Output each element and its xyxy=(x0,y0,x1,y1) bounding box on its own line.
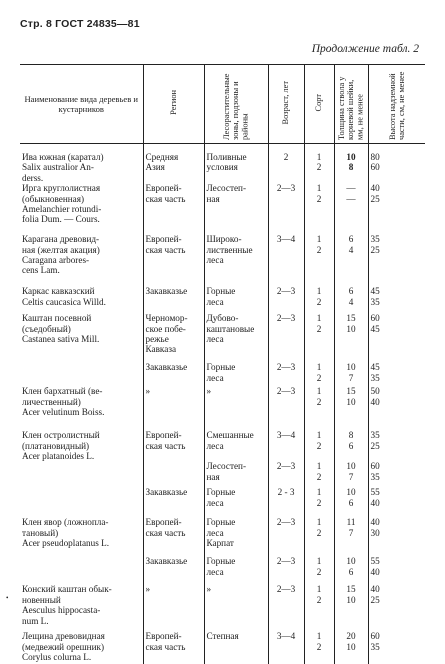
cell-age: 2—3 xyxy=(268,362,304,386)
cell-height: 45 35 xyxy=(368,286,425,313)
cell-sort: 1 2 xyxy=(304,517,334,556)
cell-height: 80 60 xyxy=(368,144,425,184)
cell-age: 2 xyxy=(268,144,304,184)
cell-thickness: 15 10 xyxy=(334,313,368,362)
cell-region: Закавказье xyxy=(143,487,204,517)
table-row xyxy=(20,183,425,234)
cell-zone: » xyxy=(204,584,268,631)
cell-name: Клен явор (ложнопла- тановый) Acer pseudoplatanus L. xyxy=(20,517,143,556)
cell-sort: 1 2 xyxy=(304,234,334,286)
cell-age: 2—3 xyxy=(268,584,304,631)
cell-age: 2 - 3 xyxy=(268,487,304,517)
cell-thickness: 10 7 xyxy=(334,362,368,386)
cell-region: » xyxy=(143,386,204,430)
cell-thickness: 6 4 xyxy=(334,234,368,286)
cell-height: 55 40 xyxy=(368,556,425,584)
cell-sort: 1 2 xyxy=(304,386,334,430)
cell-sort: 1 2 xyxy=(304,461,334,487)
page-header: Стр. 8 ГОСТ 24835—81 xyxy=(20,18,140,30)
cell-age: 3—4 xyxy=(268,234,304,286)
cell-thickness: 15 10 xyxy=(334,584,368,631)
cell-thickness: 10 7 xyxy=(334,461,368,487)
column-header-thickness xyxy=(334,65,368,144)
cell-region: Закавказье xyxy=(143,556,204,584)
cell-age: 2—3 xyxy=(268,386,304,430)
cell-sort: 1 2 xyxy=(304,487,334,517)
column-header-height xyxy=(368,65,425,144)
cell-height: 40 25 xyxy=(368,584,425,631)
cell-height: 40 30 xyxy=(368,517,425,556)
table-row xyxy=(20,144,425,184)
cell-zone: Горные леса xyxy=(204,556,268,584)
cell-height: 40 25 xyxy=(368,183,425,234)
table-row xyxy=(20,461,425,487)
cell-zone: Лесостеп- ная xyxy=(204,183,268,234)
table-header-row xyxy=(20,65,425,144)
cell-region: Европей- ская часть xyxy=(143,430,204,461)
table-row xyxy=(20,286,425,313)
column-header-region-text: Регион xyxy=(169,90,178,115)
table-row xyxy=(20,584,425,631)
column-header-name: Наименование вида деревьев и кустарников xyxy=(20,65,143,144)
cell-height: 50 40 xyxy=(368,386,425,430)
cell-region xyxy=(143,461,204,487)
cell-zone: Поливные условия xyxy=(204,144,268,184)
cell-zone: Смешанные леса xyxy=(204,430,268,461)
table-row xyxy=(20,234,425,286)
cell-region: Европей- ская часть xyxy=(143,234,204,286)
table-row xyxy=(20,313,425,362)
cell-sort: 1 2 xyxy=(304,286,334,313)
cell-zone: Горные леса Карпат xyxy=(204,517,268,556)
cell-height: 35 25 xyxy=(368,234,425,286)
cell-thickness: 6 4 xyxy=(334,286,368,313)
species-table xyxy=(20,64,425,664)
cell-name: Клен бархатный (ве- личественный) Acer velutinum Boiss. xyxy=(20,386,143,430)
cell-sort: 1 2 xyxy=(304,556,334,584)
cell-name xyxy=(20,461,143,487)
cell-region: Европей- ская часть xyxy=(143,517,204,556)
column-header-sort xyxy=(304,65,334,144)
cell-height: 60 35 xyxy=(368,631,425,664)
cell-region: Средняя Азия xyxy=(143,144,204,184)
column-header-age xyxy=(268,65,304,144)
cell-age: 2—3 xyxy=(268,313,304,362)
cell-height: 35 25 xyxy=(368,430,425,461)
cell-thickness: 11 7 xyxy=(334,517,368,556)
column-header-region xyxy=(143,65,204,144)
column-header-thickness-text: Толщина ствола у корневой шейки, мм, не менее xyxy=(337,66,365,140)
cell-name: Каштан посевной (съедобный) Castanea sativa Mill. xyxy=(20,313,143,362)
cell-age: 3—4 xyxy=(268,631,304,664)
cell-zone: Широко- лиственные леса xyxy=(204,234,268,286)
cell-zone: Горные леса xyxy=(204,362,268,386)
cell-name: Ива южная (каратал) Salix australior An- derss. xyxy=(20,144,143,184)
cell-region: Закавказье xyxy=(143,362,204,386)
column-header-zone-text: Лесорастительные зоны, подзоны и районы xyxy=(222,66,250,140)
cell-name: Лещина древовидная (медвежий орешник) Corylus colurna L. xyxy=(20,631,143,664)
cell-age: 2—3 xyxy=(268,556,304,584)
cell-height: 60 35 xyxy=(368,461,425,487)
cell-thickness: — — xyxy=(334,183,368,234)
table-row xyxy=(20,556,425,584)
cell-zone: Лесостеп- ная xyxy=(204,461,268,487)
cell-name xyxy=(20,362,143,386)
cell-name xyxy=(20,487,143,517)
cell-age: 2—3 xyxy=(268,183,304,234)
cell-age: 2—3 xyxy=(268,286,304,313)
cell-thickness: 10 8 xyxy=(334,144,368,184)
cell-zone: » xyxy=(204,386,268,430)
cell-name: Клен остролистный (платановидный) Acer platanoides L. xyxy=(20,430,143,461)
column-header-age-text: Возраст, лет xyxy=(281,81,290,124)
cell-region: Европей- ская часть xyxy=(143,183,204,234)
cell-region: » xyxy=(143,584,204,631)
cell-sort: 1 2 xyxy=(304,362,334,386)
table-body xyxy=(20,144,425,664)
table-row xyxy=(20,362,425,386)
cell-sort: 1 2 xyxy=(304,584,334,631)
table-row xyxy=(20,631,425,664)
table-row xyxy=(20,430,425,461)
cell-name: Карагана древовид- ная (желтая акация) Caragana arbores- cens Lam. xyxy=(20,234,143,286)
cell-region: Закавказье xyxy=(143,286,204,313)
table-row xyxy=(20,517,425,556)
cell-thickness: 20 10 xyxy=(334,631,368,664)
cell-sort: 1 2 xyxy=(304,313,334,362)
cell-thickness: 10 6 xyxy=(334,556,368,584)
margin-mark: • xyxy=(6,594,8,602)
cell-sort: 1 2 xyxy=(304,631,334,664)
table-row xyxy=(20,386,425,430)
cell-thickness: 10 6 xyxy=(334,487,368,517)
cell-height: 60 45 xyxy=(368,313,425,362)
cell-thickness: 8 6 xyxy=(334,430,368,461)
cell-name: Ирга круглолистная (обыкновенная) Amelanchier rotundi- folia Dum. — Cours. xyxy=(20,183,143,234)
cell-zone: Степная xyxy=(204,631,268,664)
cell-sort: 1 2 xyxy=(304,144,334,184)
cell-age: 3—4 xyxy=(268,430,304,461)
table-row xyxy=(20,487,425,517)
cell-age: 2—3 xyxy=(268,517,304,556)
cell-name: Конский каштан обык- новенный Aesculus hippocasta- num L. xyxy=(20,584,143,631)
cell-thickness: 15 10 xyxy=(334,386,368,430)
cell-height: 45 35 xyxy=(368,362,425,386)
cell-region: Европей- ская часть xyxy=(143,631,204,664)
cell-region: Черномор- ское побе- режье Кавказа xyxy=(143,313,204,362)
cell-zone: Дубово- каштановые леса xyxy=(204,313,268,362)
cell-sort: 1 2 xyxy=(304,430,334,461)
column-header-sort-text: Сорт xyxy=(314,94,323,112)
cell-sort: 1 2 xyxy=(304,183,334,234)
cell-height: 55 40 xyxy=(368,487,425,517)
cell-name xyxy=(20,556,143,584)
column-header-zone xyxy=(204,65,268,144)
cell-age: 2—3 xyxy=(268,461,304,487)
table-continuation-label: Продолжение табл. 2 xyxy=(312,43,419,55)
cell-zone: Горные леса xyxy=(204,286,268,313)
cell-zone: Горные леса xyxy=(204,487,268,517)
cell-name: Каркас кавказский Celtis caucasica Willd. xyxy=(20,286,143,313)
column-header-height-text: Высота надземной части, см, не менее xyxy=(388,66,406,140)
